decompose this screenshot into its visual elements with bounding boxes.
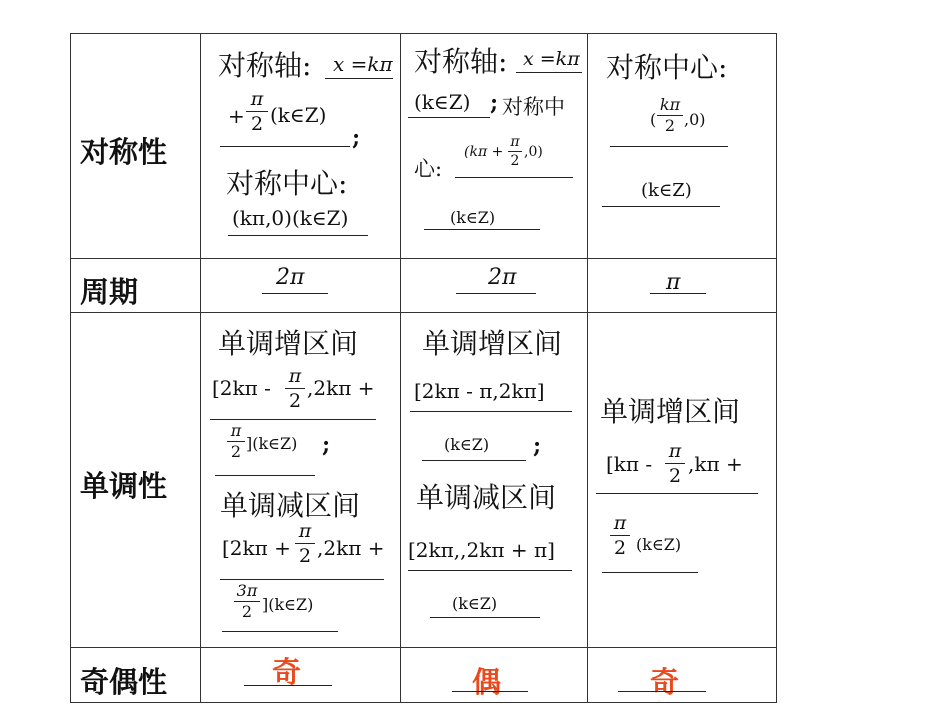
row-divider <box>70 647 777 648</box>
fraction-denominator: 2 <box>664 116 676 135</box>
row-label-symmetry: 对称性 <box>80 135 168 169</box>
semicolon: ; <box>352 125 361 151</box>
col3-center-label: 对称中心: <box>606 51 728 84</box>
col1-axis-tail: (k∈Z) <box>270 103 327 127</box>
fraction-numerator: π <box>298 520 312 542</box>
col2-axis-tail: (k∈Z) <box>414 90 471 114</box>
table-border-left <box>70 33 71 703</box>
row-label-period: 周期 <box>80 275 139 309</box>
col1-inc-tail: ](k∈Z) <box>246 434 298 453</box>
blank-underline <box>408 117 490 118</box>
col1-dec-pi-over-2 <box>295 520 315 567</box>
fraction-denominator: 2 <box>510 153 520 169</box>
fraction-denominator: 2 <box>613 537 627 559</box>
col3-center-tail: (k∈Z) <box>641 180 692 201</box>
col-divider <box>587 33 588 703</box>
fraction-numerator: 3π <box>236 581 258 600</box>
row-label-parity: 奇偶性 <box>80 665 168 699</box>
col1-pi-over-2 <box>246 88 268 135</box>
col1-dec-expr-b: ,2kπ + <box>317 536 385 560</box>
blank-underline <box>228 235 368 236</box>
col2-inc-label: 单调增区间 <box>422 327 563 360</box>
blank-underline <box>456 293 536 294</box>
blank-underline <box>424 229 540 230</box>
row-label-monotonic: 单调性 <box>80 469 168 503</box>
col3-kpi-over-2 <box>657 96 683 135</box>
col3-inc-expr-a: [kπ - <box>606 452 653 476</box>
col2-axis-expr: x =kπ <box>523 48 580 70</box>
col2-parity-answer: 偶 <box>472 665 502 699</box>
col1-dec-3pi-over-2 <box>234 582 260 621</box>
col1-center-label: 对称中心: <box>226 167 348 200</box>
col2-center-pi-over-2 <box>508 134 522 169</box>
blank-underline <box>220 579 384 580</box>
semicolon: ; <box>490 90 499 116</box>
blank-underline <box>222 631 338 632</box>
blank-underline <box>262 293 328 294</box>
col2-center-tail: (k∈Z) <box>450 208 496 227</box>
col1-inc-pi-over-2-b <box>227 422 245 461</box>
fraction-denominator: 2 <box>298 545 312 567</box>
blank-underline <box>455 177 573 178</box>
col2-period: 2π <box>488 265 517 290</box>
blank-underline <box>410 411 572 412</box>
blank-underline <box>650 293 706 294</box>
blank-underline <box>596 493 758 494</box>
col2-dec-tail: (k∈Z) <box>452 594 498 613</box>
semicolon: ; <box>322 432 331 458</box>
col1-inc-label: 单调增区间 <box>218 327 359 360</box>
col3-inc-pi-over-2 <box>665 440 685 487</box>
col1-axis-label: 对称轴: <box>218 49 312 82</box>
col2-dec-expr: [2kπ,,2kπ + π] <box>408 538 555 562</box>
blank-underline <box>215 475 315 476</box>
col1-inc-pi-over-2 <box>285 365 305 412</box>
fraction-numerator: π <box>613 512 627 534</box>
col1-inc-expr-a: [2kπ - <box>212 376 271 400</box>
fraction-numerator: π <box>288 365 302 387</box>
col3-parity-answer: 奇 <box>650 665 680 699</box>
row-divider <box>70 312 777 313</box>
col-divider <box>200 33 201 703</box>
semicolon: ; <box>533 433 542 459</box>
fraction-denominator: 2 <box>241 602 253 621</box>
col2-axis-label: 对称轴: <box>414 45 508 78</box>
col2-dec-label: 单调减区间 <box>416 481 557 514</box>
blank-underline <box>220 146 350 147</box>
fraction-numerator: π <box>230 421 242 440</box>
row-divider <box>70 258 777 259</box>
col3-paren: ( <box>650 110 657 129</box>
fraction-denominator: 2 <box>288 390 302 412</box>
fraction-denominator: 2 <box>230 442 242 461</box>
col3-inc-pi-over-2-b <box>610 512 630 559</box>
col2-center-expr-b: ,0) <box>524 144 543 160</box>
blank-underline <box>516 72 582 73</box>
col2-center-expr-a: (kπ + <box>464 144 504 160</box>
fraction-denominator: 2 <box>250 113 264 135</box>
col1-period: 2π <box>276 265 305 290</box>
blank-underline <box>325 78 393 79</box>
col1-parity-answer: 奇 <box>272 655 302 689</box>
col1-center-expr: (kπ,0)(k∈Z) <box>232 206 349 230</box>
blank-underline <box>422 460 526 461</box>
col2-inc-expr: [2kπ - π,2kπ] <box>414 379 545 403</box>
table-border-top <box>70 33 777 34</box>
col3-inc-tail: (k∈Z) <box>636 535 682 554</box>
col2-center-label-a: 对称中 <box>502 95 565 119</box>
blank-underline <box>408 570 572 571</box>
blank-underline <box>602 206 720 207</box>
fraction-numerator: π <box>250 88 264 110</box>
fraction-denominator: 2 <box>668 465 682 487</box>
col1-dec-tail: ](k∈Z) <box>262 595 314 614</box>
col3-center-expr-b: ,0) <box>684 110 706 129</box>
blank-underline <box>430 617 540 618</box>
col2-inc-tail: (k∈Z) <box>444 435 490 454</box>
blank-underline <box>602 572 698 573</box>
col1-dec-label: 单调减区间 <box>220 489 361 522</box>
fraction-numerator: kπ <box>659 95 681 114</box>
col2-center-label-b: 心: <box>414 157 443 181</box>
col3-inc-label: 单调增区间 <box>600 395 741 428</box>
col1-axis-expr: x =kπ <box>333 52 393 76</box>
fraction-numerator: π <box>668 440 682 462</box>
col1-inc-expr-b: ,2kπ + <box>307 376 375 400</box>
col3-inc-expr-b: ,kπ + <box>688 452 743 476</box>
col-divider <box>400 33 401 703</box>
fraction-numerator: π <box>510 134 520 150</box>
blank-underline <box>610 146 728 147</box>
col1-plus: + <box>228 104 245 128</box>
table-border-bottom <box>70 702 777 703</box>
col3-period: π <box>666 270 681 295</box>
col1-dec-expr-a: [2kπ + <box>222 536 291 560</box>
blank-underline <box>210 419 376 420</box>
blank-underline <box>244 685 332 686</box>
blank-underline <box>618 691 706 692</box>
table-border-right <box>776 33 777 703</box>
blank-underline <box>452 691 528 692</box>
